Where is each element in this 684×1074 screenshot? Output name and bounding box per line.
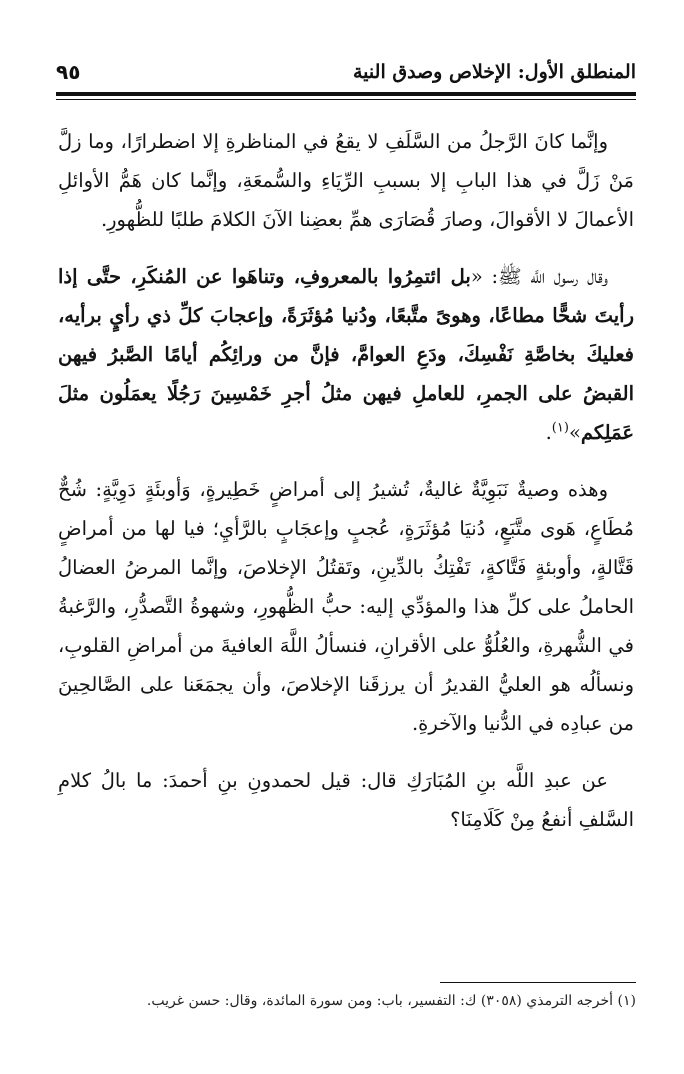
paragraph-1: وإنَّما كانَ الرَّجلُ من السَّلَفِ لا يقعُ في المناظرةِ إلا اضطرارًا، وما زلَّ مَنْ زَلَّ في هذا البابِ إلا بسببِ الرِّيَاءِ والسُّمعَةِ، وإنَّما كان هَمُّ الأوائلِ الأعمالَ لا الأقوالَ، وصارَ قُصَارَى همِّ بعضِنا الآنَ الكلامَ طلبًا للظُّهورِ.	[58, 130, 634, 231]
page-body	[58, 122, 634, 857]
header-rule-thin	[56, 99, 636, 100]
hadith-close-quote: »	[568, 421, 581, 444]
page-number: ٩٥	[56, 60, 81, 84]
footnote-marker: (١)	[551, 420, 569, 436]
hadith-intro: وقال رسول اللَّه ﷺ: «	[470, 265, 608, 288]
hadith-text: بل ائتمِرُوا بالمعروفِ، وتناهَوا عن المُنكَرِ، حتَّى إذا رأيتَ شحًّا مطاعًا، وهوىً متَّبعًا، ودُنيا مُؤثَرَةً، وإعجابَ كلِّ ذي رأيٍ برأيه، فعليكَ بخاصَّةِ نَفْسِكَ، ودَعِ العوامَّ، فإنَّ من ورائِكُم أيامًا الصَّبرُ فيهن القبضُ على الجمرِ، للعاملِ فيهن مثلُ أجرِ خَمْسِينَ رَجُلًا يعمَلُون مثلَ عَمَلِكم	[58, 265, 634, 444]
paragraph-4: عن عبدِ اللَّه بنِ المُبَارَكِ قال: قيل لحمدونِ بنِ أحمدَ: ما بالُ كلامِ السَّلفِ أنفعُ مِنْ كَلَامِنَا؟	[58, 769, 634, 831]
page-header	[56, 56, 636, 88]
footnote: (١) أخرجه الترمذي (٣٠٥٨) ك: التفسير، باب: ومن سورة المائدة، وقال: حسن غريب.	[146, 993, 636, 1009]
header-rule	[56, 92, 636, 96]
running-title: المنطلق الأول: الإخلاص وصدق النية	[353, 61, 636, 83]
paragraph-3: وهذه وصيةٌ نَبَوِيَّةٌ غاليةٌ، تُشيرُ إلى أمراضٍ خَطِيرةٍ، وَأوبئَةٍ دَوِيَّةٍ: شُحٌّ مُطَاعٍ، هَوى متَّبَعٍ، دُنيَا مُؤثَرَةٍ، عُجبٍ وإعجَابٍ بالرَّأيِ؛ فيا لها من أمراضٍ قَتَّالةٍ، وأوبئةٍ فَتَّاكةٍ، تَفْتِكُ بالدِّينِ، وتَقتُلُ الإخلاصَ، وإنَّما المرضُ العضالُ الحاملُ على كلِّ هذا والمؤدِّي إليه: حبُّ الظُّهورِ، وشهوةُ التَّصدُّرِ، والرَّغبةُ في الشُّهرةِ، والعُلُوُّ على الأقرانِ، فنسألُ اللَّهَ العافيةَ من أمراضِ القلوبِ، ونسألُه هو العليُّ القديرُ أن يرزقَنا الإخلاصَ، وأن يجمَعَنا على الصَّالحِينَ من عبادِه في الدُّنيا والآخرةِ.	[58, 478, 634, 735]
footnote-separator	[440, 982, 636, 983]
paragraph-2-end: .	[545, 421, 552, 444]
paragraph-2	[58, 257, 634, 452]
